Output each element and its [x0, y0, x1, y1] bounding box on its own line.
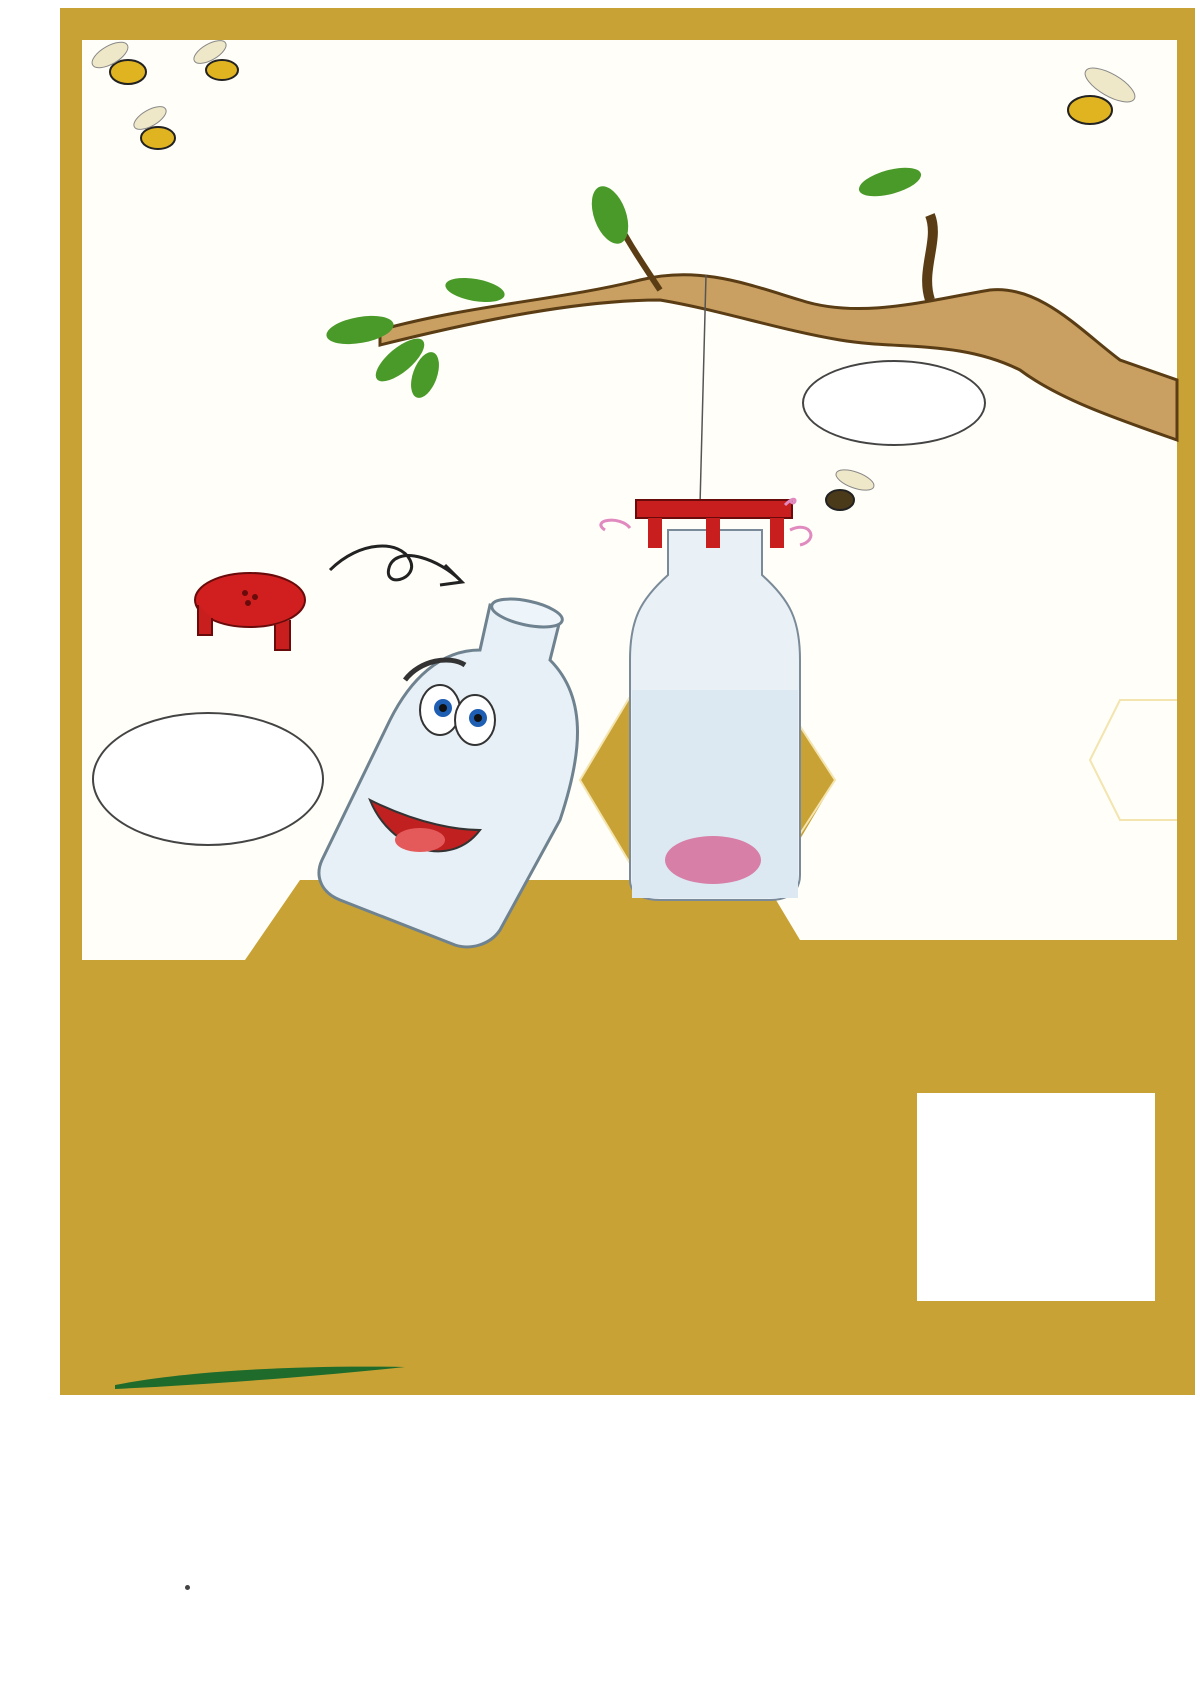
qr-code-pattern: [917, 1093, 1155, 1301]
hornet-speech-bubble: [802, 360, 986, 446]
scan-dot: [185, 1585, 190, 1590]
bottle-speech-bubble: [92, 712, 324, 846]
logo-swoosh: [110, 1355, 410, 1395]
qr-code[interactable]: [917, 1093, 1155, 1301]
